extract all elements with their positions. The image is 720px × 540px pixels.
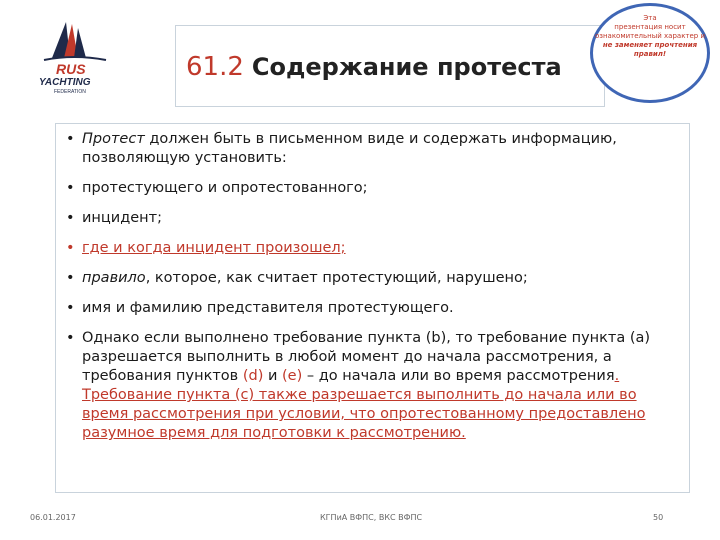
- bullet-text: , которое, как считает протестующий, нарушено;: [145, 270, 528, 286]
- list-item: [66, 130, 673, 168]
- footer-page-number: 50: [653, 513, 664, 522]
- disclaimer-line1: Эта: [643, 14, 657, 22]
- bullet-text: протестующего и опротестованного;: [82, 180, 368, 196]
- bullet-text: инцидент;: [82, 210, 162, 226]
- rus-yachting-logo: [14, 18, 132, 96]
- page-title: [186, 52, 562, 82]
- logo-name: RUS: [56, 61, 86, 77]
- bullet-text: и: [263, 368, 283, 384]
- bullet-text: Протест: [82, 131, 145, 147]
- bullet-text: где и когда инцидент произошел;: [82, 240, 346, 256]
- bullet-text: имя и фамилию представителя протестующего.: [82, 300, 454, 316]
- bullet-marker: •: [66, 131, 75, 147]
- list-item: [66, 269, 673, 288]
- bullet-text: Однако если выполнено требование пункта (b), то требование пункта (a) разрешается выполнить в любой момент до начала рассмотрения, а требования пунктов: [82, 330, 651, 384]
- list-item: [66, 329, 673, 443]
- bullet-marker: •: [66, 210, 75, 226]
- title-text: Содержание протеста: [251, 53, 562, 81]
- content-box: [55, 123, 690, 493]
- list-item: [66, 299, 673, 318]
- footer-org: КГПиА ВФПС, ВКС ВФПС: [320, 513, 423, 522]
- bullet-marker: •: [66, 300, 75, 316]
- bullet-marker: •: [66, 270, 75, 286]
- bullet-text: должен быть в письменном виде и содержать информацию, позволяющую установить:: [82, 131, 617, 166]
- sail-emblem-icon: [14, 18, 132, 96]
- bullet-text: – до начала или во время рассмотрения: [302, 368, 615, 384]
- disclaimer-line2: презентация носит ознакомительный характер и: [594, 23, 706, 40]
- list-item: [66, 209, 673, 228]
- disclaimer-badge: [590, 3, 710, 103]
- bullet-marker: •: [66, 330, 75, 346]
- bullet-text: правило: [82, 270, 146, 286]
- logo-sub: YACHTING: [39, 77, 91, 88]
- footer-date: 06.01.2017: [30, 513, 76, 522]
- bullet-text: . Требование пункта (с) также разрешается выполнить до начала или во время рассмотрения при условии, что опротестованному предоставлено разумное время для подготовки к рассмотрению.: [82, 368, 646, 441]
- list-item: [66, 239, 673, 258]
- bullet-marker: •: [66, 180, 75, 196]
- bullet-text: (e): [282, 368, 303, 384]
- title-number: 61.2: [186, 52, 244, 82]
- logo-tag: FEDERATION: [54, 89, 86, 95]
- bullet-list: [56, 124, 689, 443]
- list-item: [66, 179, 673, 198]
- disclaimer-line3: не заменяет прочтения правил!: [602, 41, 698, 58]
- title-box: [175, 25, 605, 107]
- bullet-marker: •: [66, 240, 75, 256]
- bullet-text: (d): [242, 368, 264, 384]
